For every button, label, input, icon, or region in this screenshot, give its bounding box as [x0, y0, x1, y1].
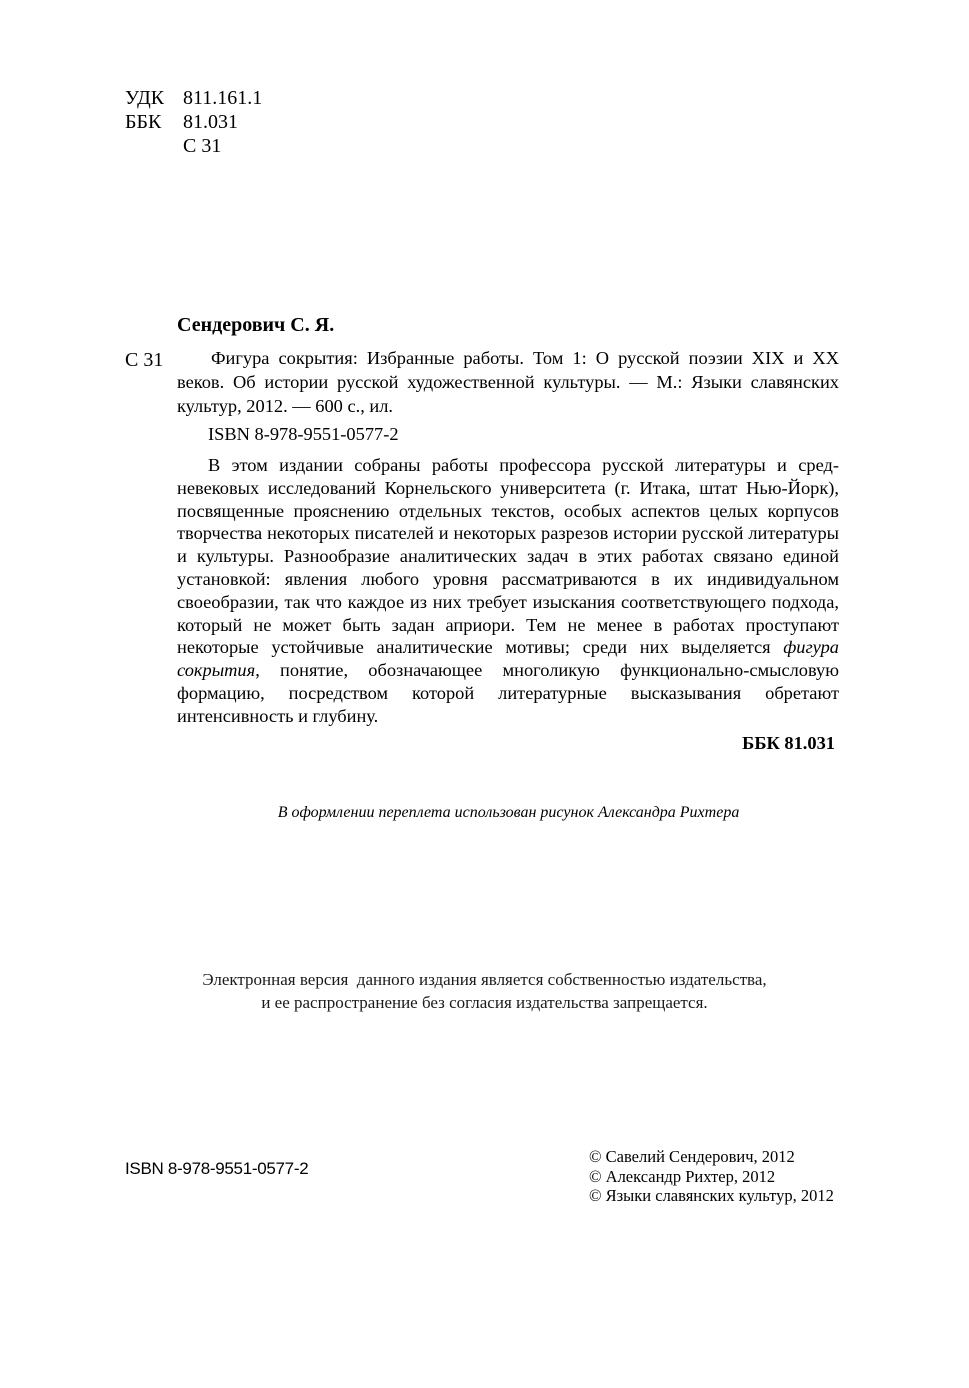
bbk-final-code: ББК 81.031 — [742, 733, 835, 753]
rights-notice-line-1: Электронная версия данного издания является собственностью издательства, — [202, 970, 767, 989]
annotation-text-start: В этом издании собраны работы профессора русской литературы и средневековых исследований Корнельского университета (г. Итака, штат Нью-Йорк), посвященные прояснению отдельных текстов, особых аспектов целых корпусов творчества некоторых писателей и некоторых разрезов истории русской литературы и культуры. Разнообразие аналитических задач в этих работах связано единой установкой: явления любого уровня рассматриваются в их индивидуальном своеобразии, так что каждое из них требует изыскания соответствующего подхода, который не может быть задан априори. Тем не менее в работах проступают некоторые устойчивые аналитические мотивы; среди них выделяется — [177, 455, 839, 658]
annotation-italic-term: фигура сокрытия — [177, 637, 839, 681]
bbk-row — [125, 109, 238, 135]
copyright-line: © Языки славянских культур, 2012 — [589, 1186, 834, 1205]
bbk-label: ББК — [125, 111, 162, 133]
annotation-text-end: , понятие, обозначающее многоликую функционально-смысловую формацию, посредством которой литературные высказывания обретают интенсивность и глубину. — [177, 660, 839, 726]
copyright-line: © Александр Рихтер, 2012 — [589, 1166, 776, 1186]
copyright-line: © Савелий Сендерович, 2012 — [589, 1147, 795, 1166]
udk-value: 811.161.1 — [183, 87, 263, 109]
cover-illustration-note: В оформлении переплета использован рисунок Александра Рихтера — [277, 804, 740, 821]
rights-notice-line-2: и ее распространение без согласия издательства запрещается. — [261, 993, 708, 1012]
isbn-footer: ISBN 8-978-9551-0577-2 — [125, 1159, 309, 1178]
cutter-margin-code: С 31 — [125, 349, 164, 371]
copyright-list — [589, 1147, 834, 1206]
isbn-inline: ISBN 8-978-9551-0577-2 — [208, 424, 399, 444]
cutter-code: С 31 — [183, 135, 222, 157]
bibliographic-description: Фигура сокрытия: Избранные работы. Том 1: О русской поэзии XIX и XX веков. Об истории русской художественной культуры. — М.: Языки славянских культур, 2012. — 600 с., ил. — [177, 348, 839, 416]
annotation-paragraph — [177, 454, 839, 728]
udk-label: УДК — [125, 87, 165, 109]
author-heading: Сендерович С. Я. — [177, 314, 335, 336]
udk-row — [125, 85, 262, 111]
rights-notice — [0, 968, 969, 1014]
bbk-value: 81.031 — [183, 111, 238, 133]
